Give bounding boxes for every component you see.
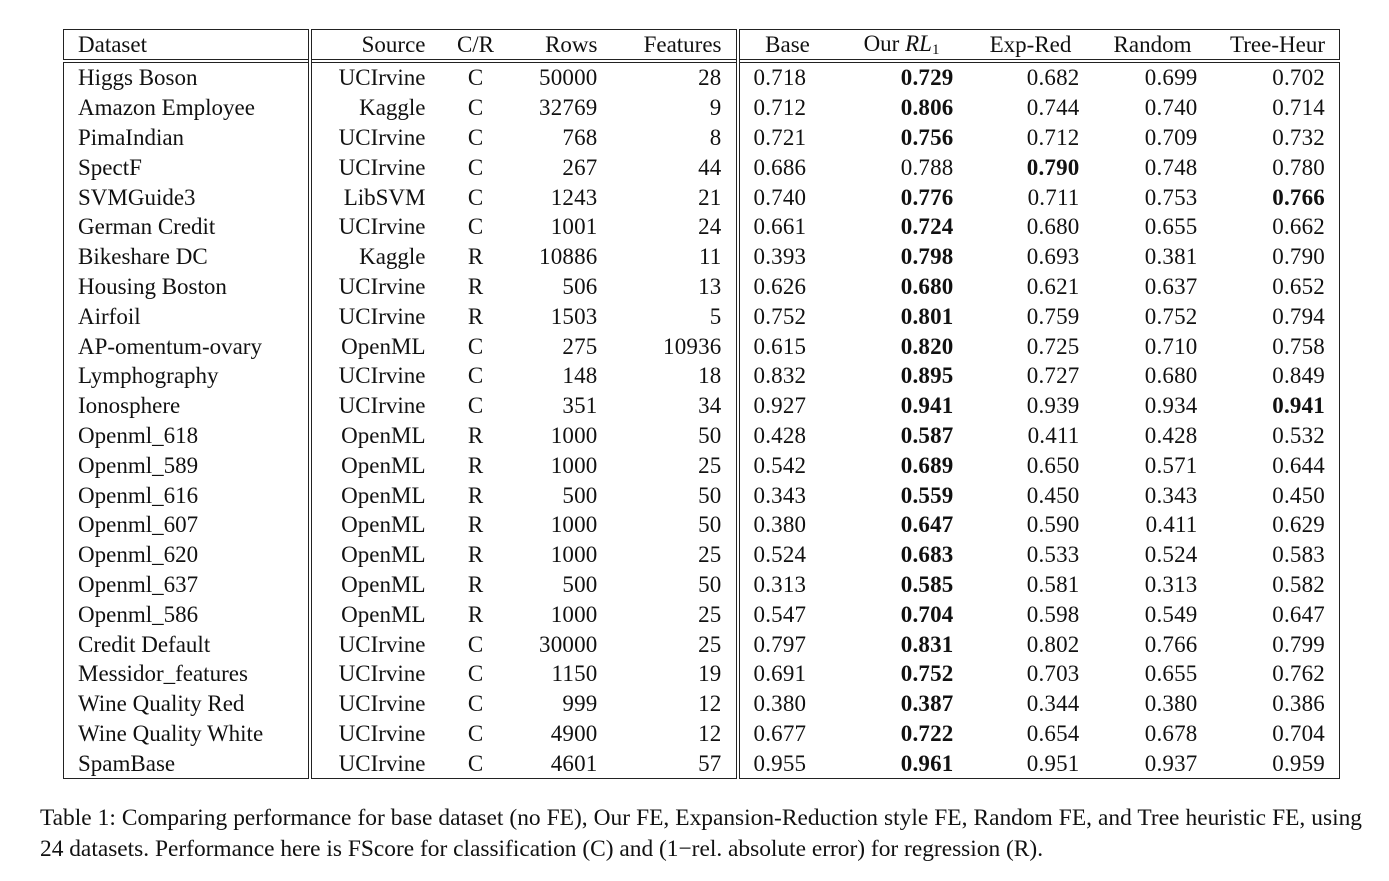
cell-features: 28	[612, 61, 738, 93]
cell-cr: C	[467, 363, 484, 389]
cell-features: 8	[612, 123, 738, 153]
cell-exp-red: 0.654	[1026, 720, 1080, 746]
table-row	[64, 421, 1340, 451]
cell-random: 0.678	[1144, 720, 1198, 746]
cell-rows: 4601	[550, 750, 598, 776]
results-table	[63, 29, 1340, 779]
cell-exp-red: 0.693	[1026, 244, 1080, 270]
cell-exp-red: 0.759	[1026, 303, 1080, 329]
cell-base: 0.313	[753, 571, 807, 597]
cell-source: OpenML	[341, 601, 426, 627]
cell-source: UCIrvine	[338, 154, 426, 180]
cell-features: 12	[612, 689, 738, 719]
cell-tree-heur: 0.662	[1272, 214, 1325, 240]
cell-dataset: PimaIndian	[64, 123, 310, 153]
table-row	[64, 659, 1340, 689]
cell-cr: C	[467, 720, 484, 746]
cell-source: UCIrvine	[338, 363, 426, 389]
cell-rows: 1000	[550, 452, 598, 478]
cell-exp-red: 0.598	[1026, 601, 1080, 627]
cell-source: UCIrvine	[338, 661, 426, 687]
cell-cr: C	[467, 124, 484, 150]
cell-base: 0.718	[738, 61, 836, 93]
col-header-base: Base	[738, 30, 836, 62]
table-row	[64, 748, 1340, 778]
cell-cr: C	[467, 184, 484, 210]
cell-source: UCIrvine	[338, 273, 426, 299]
cell-random: 0.313	[1144, 571, 1198, 597]
table-row	[64, 242, 1340, 272]
cell-rows: 500	[562, 482, 598, 508]
cell-base: 0.740	[753, 184, 807, 210]
cell-dataset: Higgs Boson	[64, 61, 310, 93]
cell-tree-heur: 0.647	[1272, 601, 1325, 627]
cell-base: 0.752	[753, 303, 807, 329]
cell-features: 19	[612, 659, 738, 689]
cell-tree-heur: 0.941	[1272, 393, 1325, 419]
cell-dataset: Openml_618	[64, 421, 310, 451]
cell-exp-red: 0.450	[1026, 482, 1080, 508]
table-row	[64, 540, 1340, 570]
cell-rows: 50000	[512, 61, 612, 93]
cell-our: 0.820	[900, 333, 954, 359]
cell-source: OpenML	[341, 422, 426, 448]
cell-cr: R	[467, 422, 484, 448]
cell-source: UCIrvine	[310, 61, 440, 93]
cell-base: 0.524	[753, 542, 807, 568]
cell-our: 0.559	[900, 482, 954, 508]
table-row	[64, 152, 1340, 182]
col-header-our-subscript: 1	[931, 41, 940, 58]
cell-dataset: Housing Boston	[64, 272, 310, 302]
cell-base: 0.955	[753, 750, 807, 776]
cell-rows: 500	[562, 571, 598, 597]
cell-our: 0.729	[836, 61, 968, 93]
cell-exp-red: 0.802	[1026, 631, 1080, 657]
cell-our: 0.895	[900, 363, 954, 389]
table-row	[64, 629, 1340, 659]
cell-dataset: Wine Quality White	[64, 719, 310, 749]
table-row	[64, 361, 1340, 391]
cell-tree-heur: 0.450	[1272, 482, 1325, 508]
cell-source: OpenML	[341, 452, 426, 478]
cell-random: 0.411	[1145, 512, 1198, 538]
cell-cr: C	[440, 61, 512, 93]
cell-exp-red: 0.951	[1026, 750, 1080, 776]
cell-features: 25	[612, 450, 738, 480]
cell-exp-red: 0.939	[1026, 393, 1080, 419]
cell-random: 0.709	[1144, 124, 1198, 150]
cell-random: 0.699	[1094, 61, 1212, 93]
cell-features: 18	[612, 361, 738, 391]
cell-random: 0.934	[1144, 393, 1198, 419]
table-row	[64, 689, 1340, 719]
cell-tree-heur: 0.582	[1272, 571, 1325, 597]
cell-base: 0.380	[753, 691, 807, 717]
cell-rows: 1000	[550, 601, 598, 627]
cell-source: UCIrvine	[338, 214, 426, 240]
cell-random: 0.343	[1144, 482, 1198, 508]
cell-features: 10936	[612, 331, 738, 361]
cell-random: 0.637	[1144, 273, 1198, 299]
cell-cr: R	[467, 452, 484, 478]
cell-random: 0.748	[1144, 154, 1198, 180]
table-row	[64, 480, 1340, 510]
cell-cr: C	[467, 214, 484, 240]
cell-random: 0.766	[1144, 631, 1198, 657]
cell-rows: 267	[562, 154, 598, 180]
cell-source: OpenML	[341, 333, 426, 359]
table-caption: Table 1: Comparing performance for base dataset (no FE), Our FE, Expansion-Reduction style FE, Random FE, and Tree heuristic FE, using 24 datasets. Performance here is FScore for classification (C) and (1−rel. absolute error) for regression (R).	[40, 805, 1362, 862]
cell-exp-red: 0.712	[1026, 124, 1080, 150]
cell-tree-heur: 0.704	[1272, 720, 1325, 746]
cell-dataset: Wine Quality Red	[64, 689, 310, 719]
cell-random: 0.753	[1144, 184, 1198, 210]
cell-random: 0.752	[1144, 303, 1198, 329]
cell-our: 0.801	[900, 303, 954, 329]
cell-exp-red: 0.411	[1027, 422, 1080, 448]
col-header-exp-red: Exp-Red	[968, 30, 1094, 62]
cell-source: OpenML	[341, 571, 426, 597]
cell-cr: R	[467, 512, 484, 538]
cell-exp-red: 0.344	[1026, 691, 1080, 717]
cell-dataset: Airfoil	[64, 301, 310, 331]
cell-cr: C	[467, 154, 484, 180]
cell-features: 50	[612, 480, 738, 510]
cell-tree-heur: 0.762	[1272, 661, 1325, 687]
cell-rows: 1000	[550, 422, 598, 448]
cell-source: UCIrvine	[338, 393, 426, 419]
cell-exp-red: 0.581	[1026, 571, 1080, 597]
table-row	[64, 93, 1340, 123]
cell-features: 13	[612, 272, 738, 302]
cell-source: OpenML	[341, 542, 426, 568]
col-header-rows: Rows	[512, 30, 612, 62]
cell-cr: C	[467, 631, 484, 657]
cell-rows: 1000	[550, 542, 598, 568]
cell-exp-red: 0.725	[1026, 333, 1080, 359]
cell-tree-heur: 0.959	[1272, 750, 1325, 776]
cell-rows: 10886	[539, 244, 598, 270]
cell-exp-red: 0.682	[968, 61, 1094, 93]
cell-rows: 30000	[539, 631, 598, 657]
cell-tree-heur: 0.652	[1272, 273, 1325, 299]
cell-our: 0.722	[900, 720, 954, 746]
table-row	[64, 391, 1340, 421]
cell-base: 0.626	[753, 273, 807, 299]
cell-dataset: Openml_616	[64, 480, 310, 510]
table-row	[64, 123, 1340, 153]
cell-exp-red: 0.533	[1026, 542, 1080, 568]
cell-base: 0.712	[753, 95, 807, 121]
cell-our: 0.704	[900, 601, 954, 627]
cell-our: 0.831	[900, 631, 954, 657]
cell-features: 24	[612, 212, 738, 242]
cell-dataset: Openml_586	[64, 599, 310, 629]
cell-dataset: Openml_637	[64, 570, 310, 600]
cell-rows: 32769	[539, 95, 598, 121]
cell-tree-heur: 0.758	[1272, 333, 1325, 359]
col-header-our	[836, 30, 968, 62]
cell-rows: 275	[562, 333, 598, 359]
cell-dataset: Messidor_features	[64, 659, 310, 689]
cell-exp-red: 0.650	[1026, 452, 1080, 478]
col-header-random: Random	[1094, 30, 1212, 62]
cell-random: 0.524	[1144, 542, 1198, 568]
cell-random: 0.740	[1144, 95, 1198, 121]
cell-random: 0.655	[1144, 661, 1198, 687]
cell-tree-heur: 0.644	[1272, 452, 1325, 478]
cell-source: UCIrvine	[338, 124, 426, 150]
cell-cr: R	[467, 303, 484, 329]
cell-features: 9	[612, 93, 738, 123]
cell-dataset: Openml_589	[64, 450, 310, 480]
table-row	[64, 61, 1340, 93]
cell-rows: 999	[562, 691, 598, 717]
cell-our: 0.806	[900, 95, 954, 121]
cell-cr: R	[467, 601, 484, 627]
cell-dataset: Openml_607	[64, 510, 310, 540]
cell-tree-heur: 0.766	[1272, 184, 1325, 210]
cell-exp-red: 0.711	[1027, 184, 1080, 210]
cell-our: 0.387	[900, 691, 954, 717]
cell-base: 0.343	[753, 482, 807, 508]
cell-cr: R	[467, 542, 484, 568]
cell-base: 0.393	[753, 244, 807, 270]
col-header-tree-heur: Tree-Heur	[1212, 30, 1340, 62]
cell-features: 11	[612, 242, 738, 272]
cell-dataset: Credit Default	[64, 629, 310, 659]
cell-our: 0.689	[900, 452, 954, 478]
cell-features: 50	[612, 510, 738, 540]
cell-rows: 1503	[550, 303, 598, 329]
table-body	[64, 61, 1340, 779]
cell-base: 0.677	[753, 720, 807, 746]
table-row	[64, 599, 1340, 629]
cell-base: 0.832	[753, 363, 807, 389]
cell-exp-red: 0.727	[1026, 363, 1080, 389]
cell-features: 25	[612, 629, 738, 659]
cell-tree-heur: 0.790	[1272, 244, 1325, 270]
cell-dataset: Openml_620	[64, 540, 310, 570]
cell-random: 0.937	[1144, 750, 1198, 776]
cell-tree-heur: 0.732	[1272, 124, 1325, 150]
cell-source: Kaggle	[359, 95, 426, 121]
cell-cr: C	[467, 750, 484, 776]
col-header-dataset: Dataset	[64, 30, 310, 62]
cell-dataset: SVMGuide3	[64, 182, 310, 212]
cell-exp-red: 0.590	[1026, 512, 1080, 538]
cell-rows: 506	[562, 273, 598, 299]
cell-tree-heur: 0.386	[1272, 691, 1325, 717]
cell-our: 0.961	[900, 750, 954, 776]
cell-source: LibSVM	[343, 184, 426, 210]
cell-base: 0.428	[753, 422, 807, 448]
col-header-features: Features	[612, 30, 738, 62]
cell-random: 0.428	[1144, 422, 1198, 448]
cell-tree-heur: 0.583	[1272, 542, 1325, 568]
cell-features: 50	[612, 570, 738, 600]
cell-dataset: Ionosphere	[64, 391, 310, 421]
cell-base: 0.615	[753, 333, 807, 359]
cell-base: 0.686	[753, 154, 807, 180]
col-header-our-prefix: Our	[863, 30, 906, 56]
cell-base: 0.542	[753, 452, 807, 478]
cell-base: 0.691	[753, 661, 807, 687]
cell-our: 0.587	[900, 422, 954, 448]
cell-source: UCIrvine	[338, 303, 426, 329]
cell-random: 0.549	[1144, 601, 1198, 627]
cell-our: 0.756	[900, 124, 954, 150]
cell-rows: 768	[562, 124, 598, 150]
cell-exp-red: 0.744	[1026, 95, 1080, 121]
cell-features: 44	[612, 152, 738, 182]
cell-cr: R	[467, 482, 484, 508]
cell-our: 0.585	[900, 571, 954, 597]
table-row	[64, 510, 1340, 540]
cell-features: 12	[612, 719, 738, 749]
cell-exp-red: 0.680	[1026, 214, 1080, 240]
cell-our: 0.788	[900, 154, 954, 180]
cell-tree-heur: 0.780	[1272, 154, 1325, 180]
cell-source: UCIrvine	[338, 720, 426, 746]
cell-rows: 351	[562, 393, 598, 419]
cell-rows: 4900	[550, 720, 598, 746]
table-row	[64, 719, 1340, 749]
cell-random: 0.680	[1144, 363, 1198, 389]
table-row	[64, 331, 1340, 361]
cell-cr: C	[467, 333, 484, 359]
cell-exp-red: 0.703	[1026, 661, 1080, 687]
cell-our: 0.752	[900, 661, 954, 687]
cell-tree-heur: 0.629	[1272, 512, 1325, 538]
cell-random: 0.571	[1144, 452, 1198, 478]
cell-tree-heur: 0.714	[1272, 95, 1325, 121]
cell-source: UCIrvine	[338, 631, 426, 657]
cell-cr: R	[467, 571, 484, 597]
cell-source: OpenML	[341, 512, 426, 538]
cell-cr: C	[467, 691, 484, 717]
cell-rows: 148	[562, 363, 598, 389]
cell-base: 0.721	[753, 124, 807, 150]
col-header-source: Source	[310, 30, 440, 62]
table-row	[64, 570, 1340, 600]
cell-dataset: SpamBase	[64, 748, 310, 778]
cell-source: Kaggle	[359, 244, 426, 270]
table-row	[64, 301, 1340, 331]
cell-source: UCIrvine	[338, 750, 426, 776]
cell-our: 0.647	[900, 512, 954, 538]
cell-features: 5	[612, 301, 738, 331]
cell-base: 0.927	[753, 393, 807, 419]
col-header-cr: C/R	[440, 30, 512, 62]
cell-dataset: Bikeshare DC	[64, 242, 310, 272]
cell-tree-heur: 0.702	[1212, 61, 1340, 93]
cell-rows: 1000	[550, 512, 598, 538]
cell-features: 25	[612, 599, 738, 629]
cell-random: 0.655	[1144, 214, 1198, 240]
cell-dataset: SpectF	[64, 152, 310, 182]
cell-features: 50	[612, 421, 738, 451]
cell-features: 21	[612, 182, 738, 212]
cell-tree-heur: 0.849	[1272, 363, 1325, 389]
table-row	[64, 272, 1340, 302]
cell-exp-red: 0.790	[1026, 154, 1080, 180]
cell-dataset: German Credit	[64, 212, 310, 242]
cell-features: 34	[612, 391, 738, 421]
cell-base: 0.547	[753, 601, 807, 627]
col-header-our-symbol: RL	[905, 30, 932, 56]
cell-rows: 1001	[550, 214, 598, 240]
cell-source: OpenML	[341, 482, 426, 508]
cell-cr: R	[467, 273, 484, 299]
cell-rows: 1243	[550, 184, 598, 210]
cell-tree-heur: 0.799	[1272, 631, 1325, 657]
cell-our: 0.724	[900, 214, 954, 240]
cell-cr: C	[467, 95, 484, 121]
cell-dataset: Lymphography	[64, 361, 310, 391]
cell-source: UCIrvine	[338, 691, 426, 717]
cell-our: 0.680	[900, 273, 954, 299]
cell-our: 0.798	[900, 244, 954, 270]
table-row	[64, 450, 1340, 480]
cell-cr: C	[467, 393, 484, 419]
cell-features: 57	[612, 748, 738, 778]
cell-rows: 1150	[551, 661, 598, 687]
cell-random: 0.381	[1144, 244, 1198, 270]
cell-base: 0.797	[753, 631, 807, 657]
cell-our: 0.683	[900, 542, 954, 568]
cell-base: 0.661	[753, 214, 807, 240]
cell-cr: C	[467, 661, 484, 687]
cell-tree-heur: 0.794	[1272, 303, 1325, 329]
header-row	[64, 30, 1340, 62]
cell-dataset: AP-omentum-ovary	[64, 331, 310, 361]
cell-our: 0.941	[900, 393, 954, 419]
cell-random: 0.710	[1144, 333, 1198, 359]
cell-exp-red: 0.621	[1026, 273, 1080, 299]
cell-base: 0.380	[753, 512, 807, 538]
table-row	[64, 212, 1340, 242]
cell-cr: R	[467, 244, 484, 270]
cell-random: 0.380	[1144, 691, 1198, 717]
cell-our: 0.776	[900, 184, 954, 210]
table-row	[64, 182, 1340, 212]
cell-features: 25	[612, 540, 738, 570]
cell-dataset: Amazon Employee	[64, 93, 310, 123]
cell-tree-heur: 0.532	[1272, 422, 1325, 448]
